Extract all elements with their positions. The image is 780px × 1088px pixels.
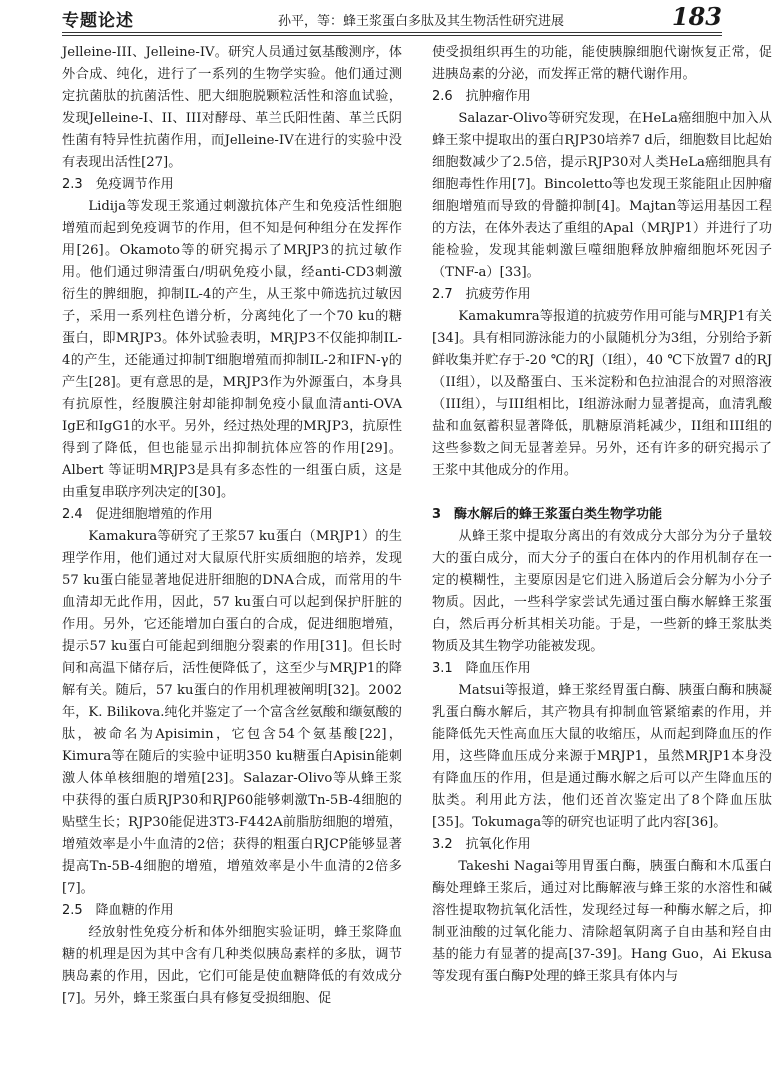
body-paragraph: Jelleine-III、Jelleine-IV。研究人员通过氨基酸测序，体外合成、纯化，进行了一系列的生物学实验。他们通过测定抗菌肽的抗菌活性、肥大细胞脱颗粒活性和溶血试验，发现Jelleine-I、II、III对酵母、革兰氏阳性菌、革兰氏阴性菌有特异性抗菌作用，而Jelleine-IV在进行的实验中没有表现出活性[27]。 [62,45,402,170]
section-heading: 3.1 降血压作用 [432,661,531,676]
section-heading: 2.7 抗疲劳作用 [432,287,531,302]
body-paragraph: Kamakumra等报道的抗疲劳作用可能与MRJP1有关[34]。具有相同游泳能力的小鼠随机分为3组，分别给予新鲜收集并贮存于-20 ℃的RJ（I组），40 ℃下放置7 d的RJ（II组），以及酪蛋白、玉米淀粉和色拉油混合的对照溶液（III组），与III组相比，I组游泳耐力显著提高，血清乳酸盐和血氨蓄积显著降低，肌糖原消耗减少，II组和III组的这些参数之间无显著差异。另外，还有许多的研究揭示了王浆中其他成分的作用。 [432,309,772,478]
page-header [0,0,780,38]
left-column [62,42,402,1010]
body-paragraph: 从蜂王浆中提取分离出的有效成分大部分为分子量较大的蛋白成分，而大分子的蛋白在体内的作用机制存在一定的模糊性，主要原因是它们进入肠道后会分解为小分子物质。因此，一些科学家尝试先通过蛋白酶水解蜂王浆蛋白，然后再分析其相关功能。于是，一些新的蜂王浆肽类物质及其生物学功能被发现。 [432,529,772,654]
section-heading: 2.6 抗肿瘤作用 [432,89,531,104]
section-heading: 2.3 免疫调节作用 [62,177,174,192]
section-heading: 2.4 促进细胞增殖的作用 [62,507,213,522]
body-paragraph: Kamakura等研究了王浆57 ku蛋白（MRJP1）的生理学作用，他们通过对大鼠原代肝实质细胞的培养，发现57 ku蛋白能显著地促进肝细胞的DNA合成，而常用的牛血清却无此作用，因此，57 ku蛋白可以起到保护肝脏的作用。另外，它还能增加白蛋白的合成，促进细胞增殖，提示57 ku蛋白可能起到细胞分裂素的作用[31]。但长时间和高温下储存后，活性便降低了，这至少与MRJP1的降解有关。随后，57 ku蛋白的作用机理被阐明[32]。2002年，K. Bilikova.纯化并鉴定了一个富含丝氨酸和缬氨酸的肽，被命名为Apisimin，它包含54个氨基酸[22]，Kimura等在随后的实验中证明350 ku糖蛋白Apisin能刺激人体单核细胞的增殖[23]。Salazar-Olivo等从蜂王浆中获得的蛋白质RJP30和RJP60能够刺激Tn-5B-4细胞的贴壁生长；RJP30能促进3T3-F442A前脂肪细胞的增殖，增殖效率是小牛血清的2倍；获得的粗蛋白RJCP能够显著提高Tn-5B-4细胞的增殖，增殖效率是小牛血清的2倍多[7]。 [62,529,402,896]
body-paragraph: Matsui等报道，蜂王浆经胃蛋白酶、胰蛋白酶和胰凝乳蛋白酶水解后，其产物具有抑制血管紧缩素的作用，并能降低先天性高血压大鼠的收缩压，从而起到降血压的作用，这些降血压成分来源于MRJP1，虽然MRJP1本身没有降血压的作用，但是通过酶水解之后可以产生降血压的肽类。利用此方法，他们还首次鉴定出了8个降血压肽[35]。Tokumaga等的研究也证明了此内容[36]。 [432,683,772,830]
section-label: 专题论述 [62,11,134,31]
section-heading: 3.2 抗氧化作用 [432,837,531,852]
running-title: 孙平，等：蜂王浆蛋白多肽及其生物活性研究进展 [278,14,565,29]
header-rule-thin [62,35,722,36]
body-paragraph: 经放射性免疫分析和体外细胞实验证明，蜂王浆降血糖的机理是因为其中含有几种类似胰岛素样的多肽，调节胰岛素的作用，因此，它们可能是使血糖降低的有效成分[7]。另外，蜂王浆蛋白具有修复受损细胞、促 [62,925,402,1006]
section-heading: 2.5 降血糖的作用 [62,903,174,918]
body-paragraph: Salazar-Olivo等研究发现，在HeLa癌细胞中加入从蜂王浆中提取出的蛋白RJP30培养7 d后，细胞数目比起始细胞数减少了2.5倍，提示RJP30对人类HeLa癌细胞具有细胞毒性作用[7]。Bincoletto等也发现王浆能阻止因肿瘤细胞增殖而导致的骨髓抑制[4]。Majtan等运用基因工程的方法，在体外表达了重组的Apal（MRJP1）并进行了功能检验，发现其能刺激巨噬细胞释放肿瘤细胞坏死因子（TNF-a）[33]。 [432,111,772,280]
body-paragraph: Lidija等发现王浆通过刺激抗体产生和免疫活性细胞增殖而起到免疫调节的作用，但不知是何种组分在发挥作用[26]。Okamoto等的研究揭示了MRJP3的抗过敏作用。他们通过卵清蛋白/明矾免疫小鼠，经anti-CD3刺激衍生的脾细胞，抑制IL-4的产生，从王浆中筛选抗过敏因子，采用一系列柱色谱分析，分离纯化了一个70 ku的糖蛋白，即MRJP3。体外试验表明，MRJP3不仅能抑制IL-4的产生，还能通过抑制T细胞增殖而抑制IL-2和IFN-γ的产生[28]。更有意思的是，MRJP3作为外源蛋白，本身具有抗原性，经腹膜注射却能抑制免疫小鼠血清anti-OVA IgE和IgG1的水平。另外，经过热处理的MRJP3，抗原性得到了降低，但也能显示出抑制抗体应答的作用[29]。Albert 等证明MRJP3是具有多态性的一组蛋白质，这是由重复串联序列决定的[30]。 [62,199,402,500]
section-heading: 3 酶水解后的蜂王浆蛋白类生物学功能 [432,507,663,522]
body-paragraph: Takeshi Nagai等用胃蛋白酶，胰蛋白酶和木瓜蛋白酶处理蜂王浆后，通过对比酶解液与蜂王浆的水溶性和碱溶性提取物抗氧化活性，发现经过每一种酶水解之后，抑制亚油酸的过氧化能力、清除超氧阴离子自由基和羟自由基的能力有显著的提高[37-39]。Hang Guo，Ai Ekusa等发现有蛋白酶P处理的蜂王浆具有体内与 [432,859,772,984]
page-number: 183 [671,2,722,31]
body-paragraph: 使受损组织再生的功能，能使胰腺细胞代谢恢复正常，促进胰岛素的分泌，而发挥正常的糖代谢作用。 [432,45,772,82]
header-rule [62,32,722,33]
right-column [432,42,772,988]
